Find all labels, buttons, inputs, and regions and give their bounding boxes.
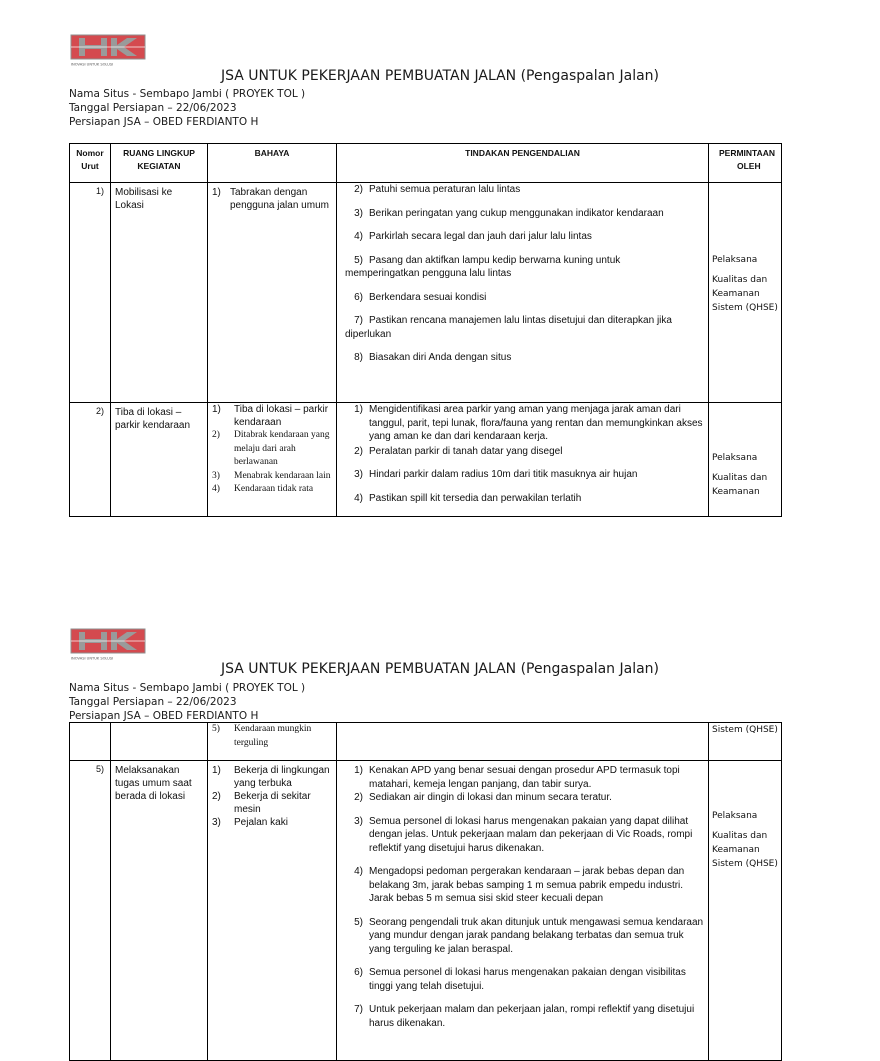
header-request: PERMINTAAN OLEH: [709, 144, 782, 183]
document-title: JSA UNTUK PEKERJAAN PEMBUATAN JALAN (Pengaspalan Jalan): [220, 661, 660, 677]
prep-date: Tanggal Persiapan – 22/06/2023: [69, 696, 237, 708]
list-item: 5) Kendaraan mungkin terguling: [212, 724, 312, 748]
list-item: 8) Biasakan diri Anda dengan situs: [354, 352, 512, 363]
row-hazards: [208, 403, 337, 517]
list-item: 1) Bekerja di lingkungan yang terbuka: [212, 765, 330, 789]
list-item: 2) Bekerja di sekitar mesin: [212, 791, 311, 815]
list-item: 4) Parkirlah secara legal dan jauh dari jalur lalu lintas: [354, 231, 592, 242]
site-name: Nama Situs - Sembapo Jambi ( PROYEK TOL ): [69, 88, 306, 100]
prep-date: Tanggal Persiapan – 22/06/2023: [69, 102, 237, 114]
row-number: 1): [70, 183, 111, 403]
row-request: Pelaksana Kualitas dan Keamanan: [709, 403, 782, 517]
row-scope: Melaksanakan tugas umum saat berada di lokasi: [111, 761, 208, 1061]
row-number: 5): [70, 761, 111, 1061]
row-number: [70, 723, 111, 761]
logo-tagline: INOVASI UNTUK SOLUSI: [71, 62, 114, 67]
row-hazards: [208, 723, 337, 761]
header-hazard: BAHAYA: [208, 144, 337, 183]
list-item: 2) Peralatan parkir di tanah datar yang disegel: [354, 445, 563, 457]
row-request: Pelaksana Kualitas dan Keamanan Sistem (QHSE): [709, 761, 782, 1061]
list-item: 6) Semua personel di lokasi harus mengenakan pakaian dengan visibilitas tinggi yang telah disetujui.: [354, 967, 686, 992]
header-scope: RUANG LINGKUP KEGIATAN: [111, 144, 208, 183]
row-controls: [337, 761, 709, 1061]
list-item: 2) Patuhi semua peraturan lalu lintas: [354, 184, 521, 195]
table-row: [70, 403, 782, 517]
list-item: 3) Menabrak kendaraan lain: [212, 470, 331, 481]
row-controls: [337, 723, 709, 761]
list-item: 5) Seorang pengendali truk akan ditunjuk untuk mengawasi semua kendaraan yang mundur dengan jarak pandang belakang terbatas dan semua truk yang terguling ke jalan beraspal.: [354, 916, 704, 955]
header-control: TINDAKAN PENGENDALIAN: [337, 144, 709, 183]
list-item: 3) Hindari parkir dalam radius 10m dari titik masuknya air hujan: [354, 469, 638, 480]
list-item: 2) Sediakan air dingin di lokasi dan minum secara teratur.: [354, 792, 612, 803]
list-item: 6) Berkendara sesuai kondisi: [354, 291, 487, 303]
list-item: 1) Tiba di lokasi – parkir kendaraan: [212, 404, 329, 428]
jsa-table-continued: [69, 722, 782, 1061]
document-meta: [69, 681, 305, 723]
header-no: Nomor Urut: [70, 144, 111, 183]
row-hazards: [208, 761, 337, 1061]
list-item: 5) Pasang dan aktifkan lampu kedip berwarna kuning untuk memperingatkan pengguna lalu lintas: [345, 254, 621, 279]
list-item: 1) Kenakan APD yang benar sesuai dengan prosedur APD termasuk topi matahari, kemeja lengan panjang, dan tabir surya.: [354, 765, 680, 790]
company-logo: [69, 33, 147, 67]
list-item: 4) Mengadopsi pedoman pergerakan kendaraan – jarak bebas depan dan belakang 3m, jarak bebas samping 1 m semua pabrik empedu industri. Jarak bebas 5 m semua sisi skid steer kecuali depan: [354, 866, 685, 904]
row-request: Pelaksana Kualitas dan Keamanan Sistem (QHSE): [709, 183, 782, 403]
row-controls: [337, 403, 709, 517]
list-item: 2) Ditabrak kendaraan yang melaju dari arah berlawanan: [212, 430, 330, 467]
site-name: Nama Situs - Sembapo Jambi ( PROYEK TOL ): [69, 682, 306, 694]
document-meta: [69, 87, 305, 129]
table-row: [70, 183, 782, 403]
list-item: 3) Semua personel di lokasi harus mengenakan pakaian yang dapat dilihat dengan jelas. Untuk pekerjaan malam dan pekerjaan di Vic Roads, rompi reflektif yang disetujui harus dikenakan.: [354, 815, 693, 854]
list-item: 1) Tabrakan dengan pengguna jalan umum: [212, 187, 329, 211]
jsa-table: [69, 143, 782, 517]
table-row: [70, 761, 782, 1061]
table-row: [70, 723, 782, 761]
list-item: 1) Mengidentifikasi area parkir yang aman yang menjaga jarak aman dari tanggul, parit, tepi lunak, flora/fauna yang rentan dan memungkinkan akses yang aman ke dan dari kendaraan kerja.: [354, 404, 703, 442]
list-item: 4) Pastikan spill kit tersedia dan perwakilan terlatih: [354, 492, 582, 504]
document-title: JSA UNTUK PEKERJAAN PEMBUATAN JALAN (Pengaspalan Jalan): [220, 68, 660, 84]
list-item: 4) Kendaraan tidak rata: [212, 484, 314, 494]
row-scope: [111, 723, 208, 761]
prepared-by: Persiapan JSA – OBED FERDIANTO H: [69, 710, 259, 722]
row-controls: [337, 183, 709, 403]
prepared-by: Persiapan JSA – OBED FERDIANTO H: [69, 116, 259, 128]
row-number: 2): [70, 403, 111, 517]
list-item: 3) Berikan peringatan yang cukup menggunakan indikator kendaraan: [354, 207, 664, 219]
list-item: 7) Pastikan rencana manajemen lalu lintas disetujui dan diterapkan jika diperlukan: [345, 315, 672, 340]
table-header-row: [70, 144, 782, 183]
row-hazards: [208, 183, 337, 403]
row-scope: Mobilisasi ke Lokasi: [111, 183, 208, 403]
list-item: 3) Pejalan kaki: [212, 817, 288, 828]
row-request: Sistem (QHSE): [709, 723, 782, 761]
row-scope: Tiba di lokasi – parkir kendaraan: [111, 403, 208, 517]
company-logo: [69, 627, 147, 661]
logo-tagline: INOVASI UNTUK SOLUSI: [71, 656, 114, 661]
list-item: 7) Untuk pekerjaan malam dan pekerjaan jalan, rompi reflektif yang disetujui harus dikenakan.: [354, 1004, 695, 1029]
